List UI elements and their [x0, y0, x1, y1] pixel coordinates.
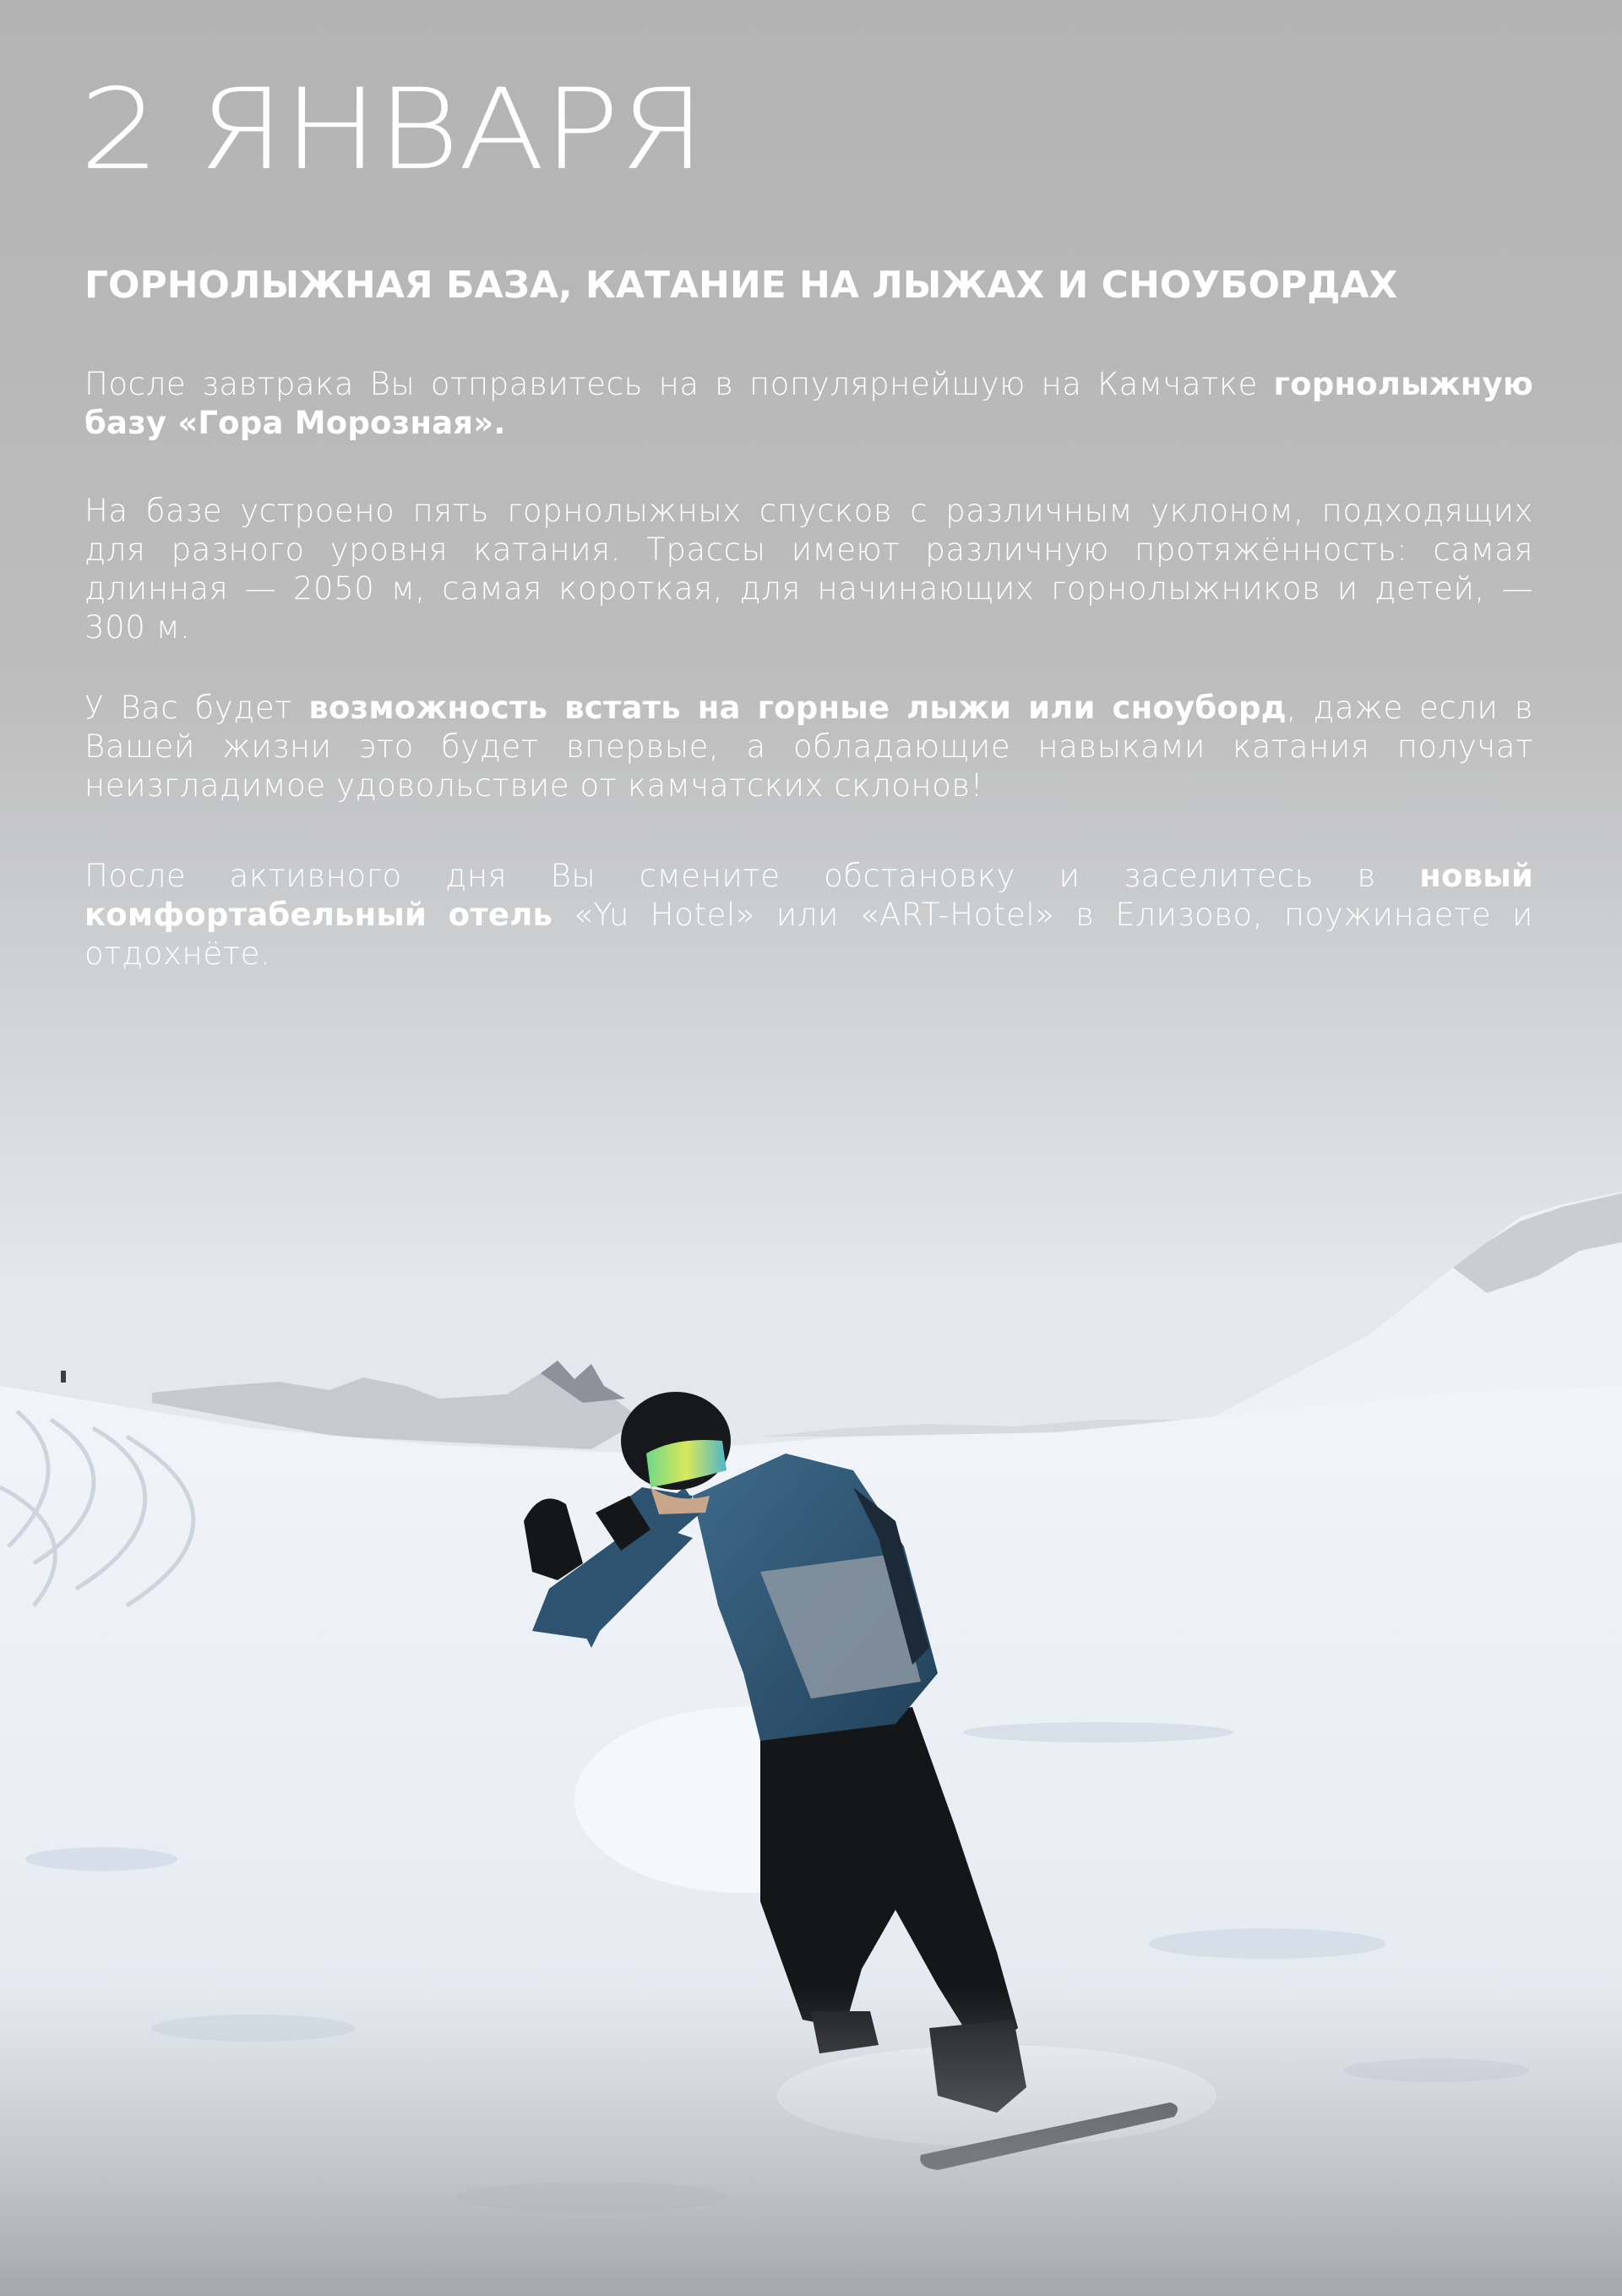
paragraph-text: У Вас будет: [84, 690, 309, 726]
paragraph-text: На базе устроено пять горнолыжных спусков с различным уклоном, подходящих для разного уровня катания. Трассы имеют различную протяжённость: самая длинная — 2050 м, самая короткая, для начинающих горнолыжников и детей, — 300 м.: [84, 493, 1533, 646]
paragraph-text: После завтрака Вы отправитесь на в популярнейшую на Камчатке: [84, 366, 1274, 402]
paragraph-ski-opportunity: [84, 689, 1533, 805]
day-date-title: 2 ЯНВАРЯ: [79, 65, 705, 195]
section-title: ГОРНОЛЫЖНАЯ БАЗА, КАТАНИЕ НА ЛЫЖАХ И СНОУБОРДАХ: [84, 264, 1398, 307]
paragraph-bold-text: горнолыжную базу «Гора Морозная».: [84, 366, 1533, 441]
paragraph-text: , даже если в Вашей жизни это будет впервые, а обладающие навыками катания получат неизгладимое удовольствие от камчатских склонов!: [84, 690, 1533, 804]
paragraph-breakfast: [84, 365, 1533, 443]
paragraph-bold-text: новый комфортабельный отель: [84, 858, 1533, 933]
paragraph-hotel: [84, 857, 1533, 973]
paragraph-text: После активного дня Вы смените обстановку и заселитесь в: [84, 858, 1420, 894]
paragraph-slopes: [84, 492, 1533, 647]
paragraph-text: «Yu Hotel» или «ART-Hotel» в Елизово, поужинаете и отдохнёте.: [84, 897, 1533, 972]
paragraph-bold-text: возможность встать на горные лыжи или сноуборд: [308, 690, 1287, 726]
